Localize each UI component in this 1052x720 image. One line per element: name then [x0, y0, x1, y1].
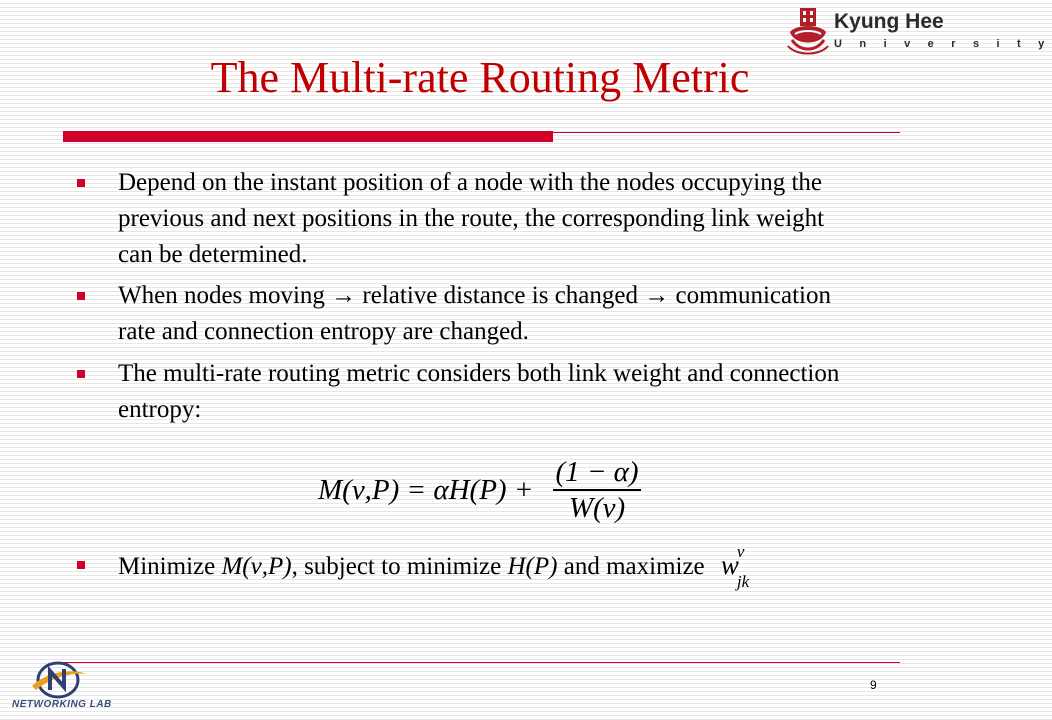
bullet-tail: and maximize — [557, 553, 711, 580]
bullet-lead: Minimize — [118, 553, 222, 580]
bullet-list-final — [60, 542, 920, 591]
university-seal-icon — [786, 6, 830, 58]
formula-denominator: W(ν) — [568, 492, 626, 524]
bullet-item — [60, 278, 860, 350]
logo-name: Kyung Hee — [834, 10, 944, 33]
bullet-list — [60, 165, 860, 428]
formula-numerator: (1 − α) — [555, 456, 639, 488]
square-bullet-icon — [77, 292, 85, 300]
bullet-text: When nodes moving → relative distance is changed → communication rate and connection entropy are changed. — [118, 282, 832, 345]
entropy-symbol: H(P) — [507, 553, 558, 580]
title-underline-thin — [553, 132, 900, 133]
formula-fraction — [549, 455, 645, 525]
square-bullet-icon — [77, 179, 85, 187]
networking-lab-caption: NETWORKING LAB — [12, 699, 112, 710]
bullet-item — [60, 165, 860, 273]
slide-title: The Multi-rate Routing Metric — [210, 53, 750, 102]
bullet-item — [60, 356, 860, 428]
logo-subtitle: U n i v e r s i t y — [834, 38, 1052, 50]
weight-subscript: jk — [736, 572, 750, 591]
link-weight-symbol — [720, 542, 750, 591]
bullet-item — [60, 542, 920, 591]
bullet-text: Depend on the instant position of a node with the nodes occupying the previous and next positions in the route, the corresponding link weight can be determined. — [118, 169, 825, 268]
routing-metric-formula — [318, 455, 648, 525]
formula-lhs: M(ν,P) = αH(P) + — [318, 474, 534, 506]
networking-lab-emblem-icon — [28, 660, 88, 700]
square-bullet-icon — [77, 370, 85, 378]
title-underline-thick — [63, 131, 553, 142]
page-number: 9 — [870, 678, 877, 692]
metric-symbol: M(ν,P) — [221, 553, 292, 580]
footer-divider — [63, 662, 900, 663]
weight-superscript: ν — [736, 542, 745, 561]
square-bullet-icon — [77, 561, 85, 569]
networking-lab-logo — [10, 660, 110, 716]
bullet-text: The multi-rate routing metric considers both link weight and connection entropy: — [118, 360, 840, 423]
bullet-middle: , subject to minimize — [291, 553, 508, 580]
weight-base: w — [720, 550, 739, 580]
